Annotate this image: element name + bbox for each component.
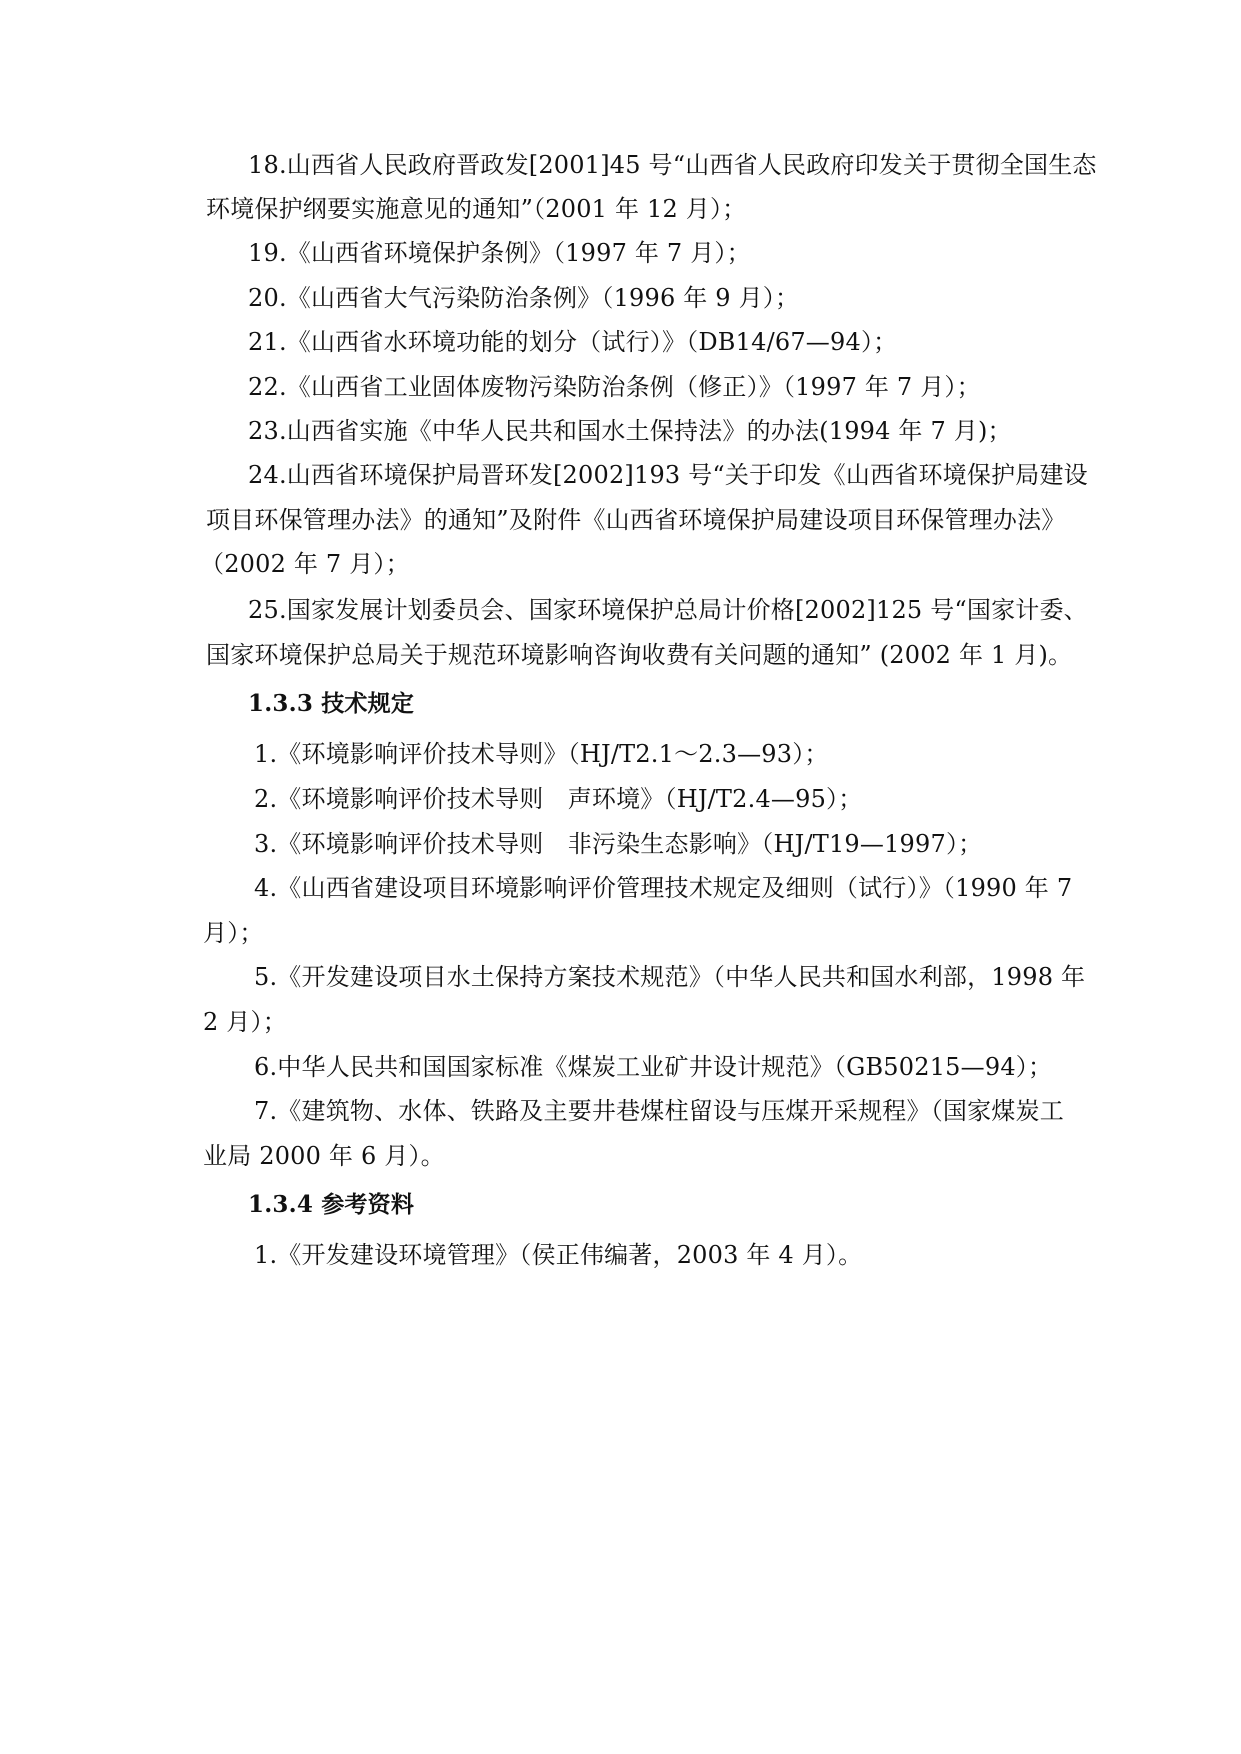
tech-rule-1: 1.《环境影响评价技术导则》（HJ/T2.1～2.3—93）； <box>254 740 829 768</box>
ref-18-line-1: 18.山西省人民政府晋政发[2001]45 号“山西省人民政府印发关于贯彻全国生态 <box>248 151 1097 179</box>
section-heading-references: 1.3.4 参考资料 <box>248 1191 415 1218</box>
tech-rule-3: 3.《环境影响评价技术导则 非污染生态影响》（HJ/T19—1997）； <box>254 830 983 858</box>
tech-rule-5-line-1: 5.《开发建设项目水土保持方案技术规范》（中华人民共和国水利部，1998 年 <box>254 963 1086 991</box>
ref-19: 19.《山西省环境保护条例》（1997 年 7 月）； <box>248 239 751 267</box>
ref-23: 23.山西省实施《中华人民共和国水土保持法》的办法(1994 年 7 月)； <box>248 417 1012 445</box>
tech-rule-2: 2.《环境影响评价技术导则 声环境》（HJ/T2.4—95）； <box>254 785 863 813</box>
ref-24-line-1: 24.山西省环境保护局晋环发[2002]193 号“关于印发《山西省环境保护局建设 <box>248 461 1088 489</box>
ref-20: 20.《山西省大气污染防治条例》（1996 年 9 月）； <box>248 284 800 312</box>
ref-24-line-3: （2002 年 7 月）； <box>200 550 410 578</box>
ref-22: 22.《山西省工业固体废物污染防治条例（修正）》（1997 年 7 月）； <box>248 373 981 401</box>
tech-rule-7-line-2: 业局 2000 年 6 月）。 <box>203 1142 445 1170</box>
ref-24-line-2: 项目环保管理办法》的通知”及附件《山西省环境保护局建设项目环保管理办法》 <box>206 506 1066 534</box>
ref-25-line-2: 国家环境保护总局关于规范环境影响咨询收费有关问题的通知” (2002 年 1 月)。 <box>206 641 1073 669</box>
tech-rule-7-line-1: 7.《建筑物、水体、铁路及主要井巷煤柱留设与压煤开采规程》（国家煤炭工 <box>254 1097 1064 1125</box>
tech-rule-4-line-1: 4.《山西省建设项目环境影响评价管理技术规定及细则（试行）》（1990 年 7 <box>254 874 1073 902</box>
tech-rule-5-line-2: 2 月）； <box>203 1008 287 1036</box>
tech-rule-6: 6.中华人民共和国国家标准《煤炭工业矿井设计规范》（GB50215—94）； <box>254 1053 1053 1081</box>
section-heading-technical-rules: 1.3.3 技术规定 <box>248 690 415 717</box>
ref-25-line-1: 25.国家发展计划委员会、国家环境保护总局计价格[2002]125 号“国家计委、 <box>248 596 1088 624</box>
reference-1: 1.《开发建设环境管理》（侯正伟编著，2003 年 4 月）。 <box>254 1241 863 1269</box>
tech-rule-4-line-2: 月）； <box>203 919 264 947</box>
ref-18-line-2: 环境保护纲要实施意见的通知”（2001 年 12 月）； <box>206 195 747 223</box>
ref-21: 21.《山西省水环境功能的划分（试行）》（DB14/67—94）； <box>248 328 898 356</box>
